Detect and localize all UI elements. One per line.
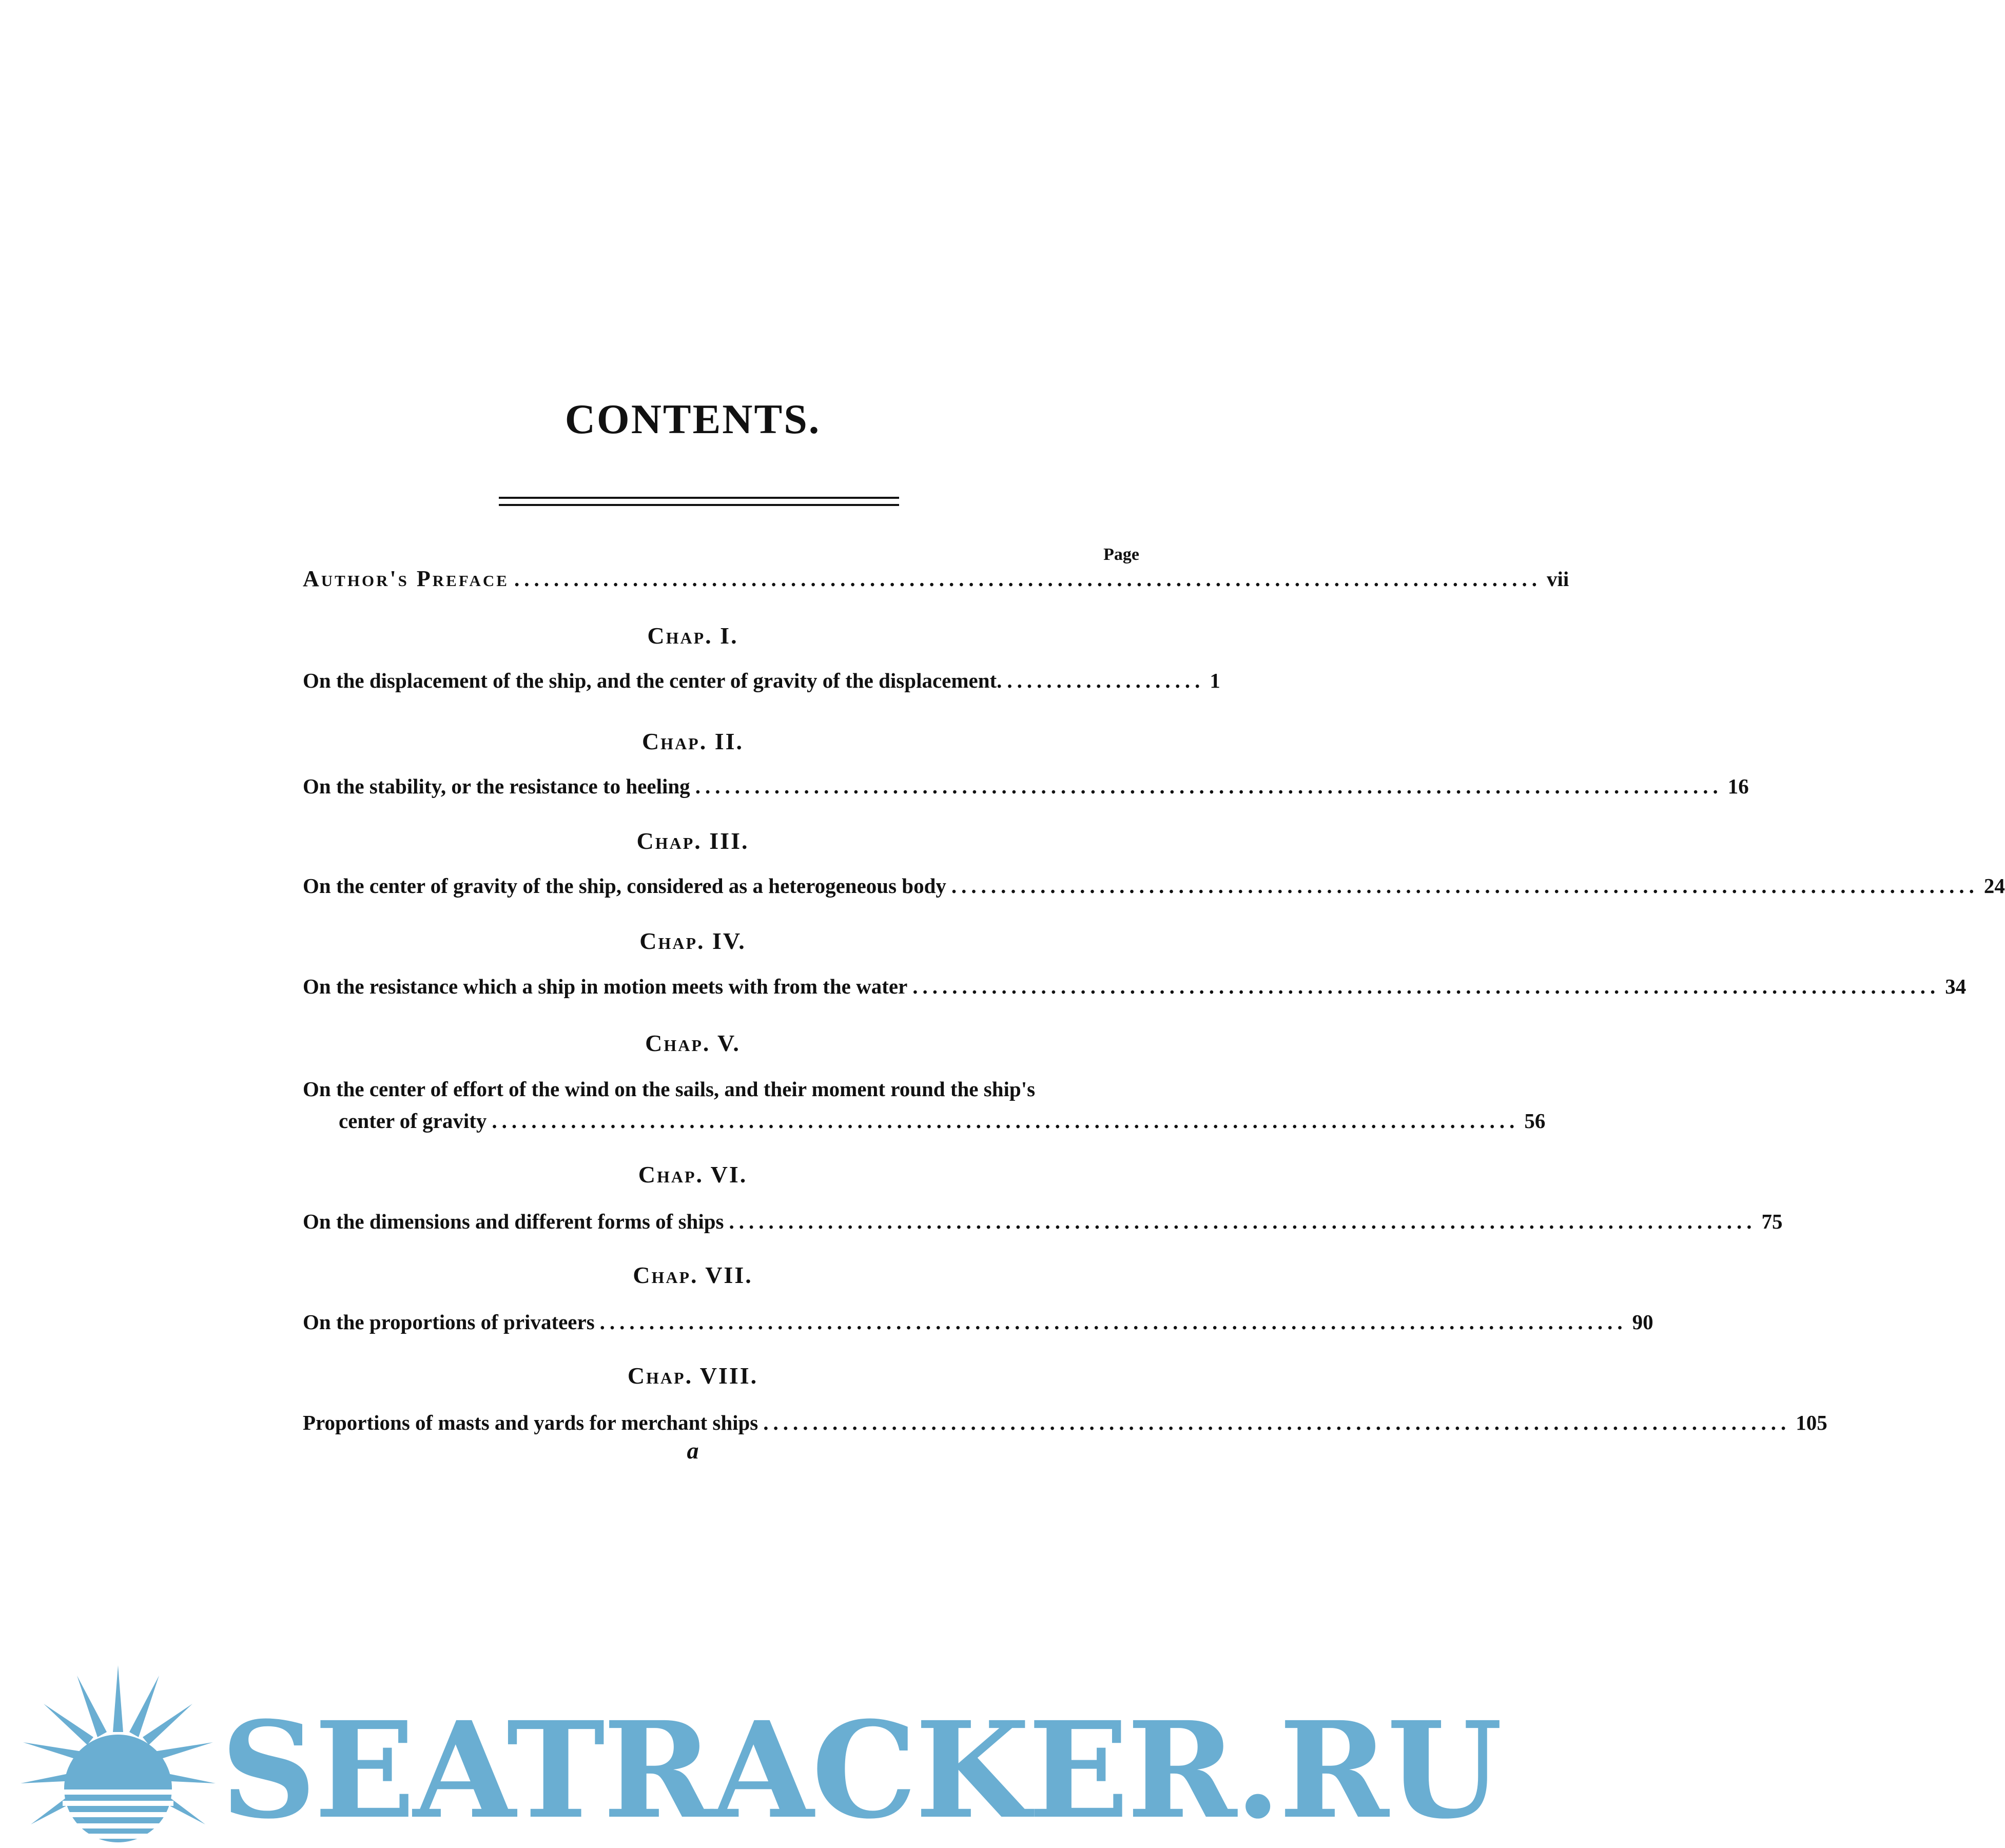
chapter-heading: Chap. III. bbox=[636, 828, 749, 854]
leader-dots: ........................................................................................................ bbox=[912, 975, 1940, 998]
toc-entry[interactable] bbox=[303, 774, 1749, 799]
toc-entry-label: On the displacement of the ship, and the center of gravity of the displacement. bbox=[303, 669, 1002, 692]
leader-dots: ........................................................................................................ bbox=[729, 1210, 1757, 1233]
watermark-text: SEATRACKER.RU bbox=[221, 1693, 1501, 1848]
page-column-heading: Page bbox=[1103, 545, 1139, 564]
toc-entry-label: On the stability, or the resistance to heeling bbox=[303, 774, 690, 798]
leader-dots: ........................................................................................................ bbox=[514, 567, 1542, 591]
page-title: CONTENTS. bbox=[564, 396, 821, 442]
leader-dots: ........................................................................................................ bbox=[695, 774, 1723, 798]
leader-dots: ........................................................................................................ bbox=[951, 874, 1979, 898]
toc-entry-page: 56 bbox=[1524, 1109, 1546, 1133]
toc-entry-label: On the resistance which a ship in motion meets with from the water bbox=[303, 975, 908, 998]
double-rule-bottom bbox=[499, 504, 899, 506]
toc-entry-page: 1 bbox=[1210, 669, 1220, 692]
sun-icon bbox=[15, 1655, 221, 1845]
toc-entry[interactable] bbox=[303, 974, 1967, 999]
toc-entry-preface[interactable] bbox=[303, 566, 1569, 593]
toc-entry-page: 16 bbox=[1727, 774, 1749, 798]
toc-entry[interactable] bbox=[303, 1209, 1783, 1234]
leader-dots: ........................................................................................................ bbox=[492, 1109, 1520, 1133]
chapter-heading: Chap. VI. bbox=[638, 1161, 748, 1188]
double-rule-top bbox=[499, 497, 899, 499]
toc-entry[interactable] bbox=[303, 1310, 1653, 1335]
toc-entry-page: 105 bbox=[1796, 1411, 1827, 1434]
toc-entry-page: 90 bbox=[1632, 1310, 1653, 1334]
chapter-heading: Chap. I. bbox=[647, 623, 738, 649]
toc-entry-label: On the center of gravity of the ship, considered as a heterogeneous body bbox=[303, 874, 946, 898]
toc-entry-page: 24 bbox=[1983, 874, 2005, 898]
toc-entry[interactable] bbox=[303, 1410, 1827, 1435]
toc-entry-page: 34 bbox=[1945, 975, 1967, 998]
toc-entry-label: Proportions of masts and yards for merchant ships bbox=[303, 1411, 758, 1434]
toc-entry-first-line: On the center of effort of the wind on the sails, and their moment round the ship's bbox=[303, 1077, 1036, 1101]
toc-entry-page: 75 bbox=[1761, 1210, 1783, 1233]
chapter-heading: Chap. II. bbox=[641, 728, 744, 754]
signature-mark: a bbox=[687, 1437, 699, 1464]
toc-entry-page: vii bbox=[1546, 567, 1569, 591]
toc-entry[interactable] bbox=[303, 873, 2005, 899]
chapter-heading: Chap. VII. bbox=[633, 1262, 753, 1288]
toc-entry[interactable] bbox=[339, 1108, 1546, 1134]
toc-entry-label: On the proportions of privateers bbox=[303, 1310, 595, 1334]
leader-dots: ........................................................................................................ bbox=[763, 1411, 1791, 1434]
leader-dots: ........................................................................................................ bbox=[599, 1310, 1627, 1334]
toc-entry-label: On the dimensions and different forms of ships bbox=[303, 1210, 724, 1233]
toc-entry[interactable] bbox=[303, 668, 1220, 693]
chapter-heading: Chap. IV. bbox=[639, 928, 746, 954]
chapter-heading: Chap. VIII. bbox=[627, 1363, 758, 1389]
leader-dots: .................... bbox=[1007, 669, 1205, 692]
toc-entry-label: Author's Preface bbox=[303, 566, 509, 591]
toc-entry-label: center of gravity bbox=[339, 1109, 487, 1133]
chapter-heading: Chap. V. bbox=[645, 1030, 741, 1056]
